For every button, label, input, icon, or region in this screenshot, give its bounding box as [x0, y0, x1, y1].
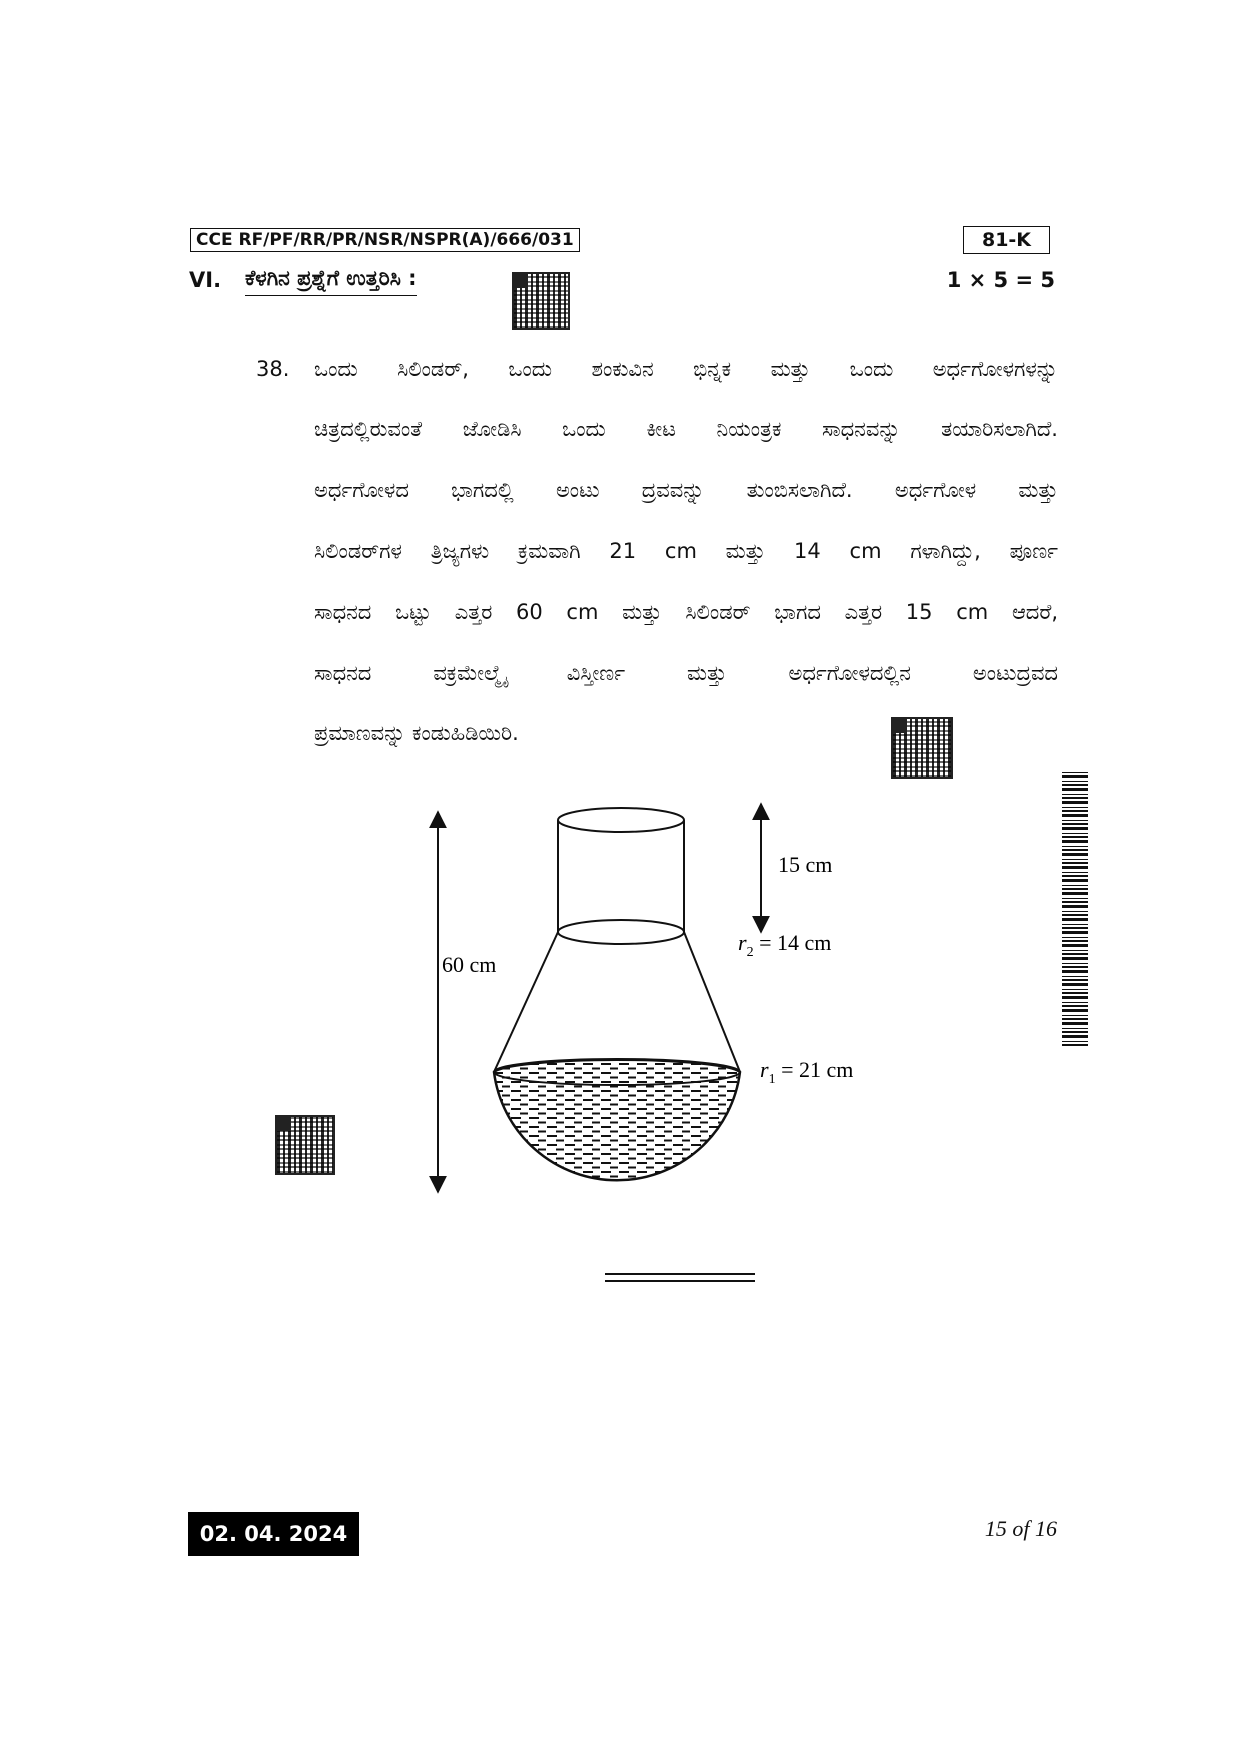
- question-line: ಸಿಲಿಂಡರ್‌ಗಳ ತ್ರಿಜ್ಯಗಳು ಕ್ರಮವಾಗಿ 21 cm ಮತ್ತು 14 cm ಗಳಾಗಿದ್ದು, ಪೂರ್ಣ: [314, 539, 1058, 563]
- section-title: ಕೆಳಗಿನ ಪ್ರಶ್ನೆಗೆ ಉತ್ತರಿಸಿ :: [245, 266, 417, 296]
- end-separator-line: [605, 1280, 755, 1282]
- question-paper-code: CCE RF/PF/RR/PR/NSR/NSPR(A)/666/031: [190, 228, 580, 252]
- qr-code-icon: [891, 717, 953, 779]
- end-separator-line: [605, 1273, 755, 1275]
- frustum: [494, 932, 740, 1072]
- question-line: ಚಿತ್ರದಲ್ಲಿರುವಂತೆ ಜೋಡಿಸಿ ಒಂದು ಕೀಟ ನಿಯಂತ್ರಕ ಸಾಧನವನ್ನು ತಯಾರಿಸಲಾಗಿದೆ.: [314, 417, 1058, 441]
- r1-symbol: r: [760, 1057, 769, 1082]
- exam-date: 02. 04. 2024: [188, 1512, 359, 1556]
- cylinder: [558, 808, 684, 944]
- qr-code-icon: [275, 1115, 335, 1175]
- question-line: ಒಂದು ಸಿಲಿಂಡರ್, ಒಂದು ಶಂಕುವಿನ ಭಿನ್ನಕ ಮತ್ತು ಒಂದು ಅರ್ಧಗೋಳಗಳನ್ನು: [314, 357, 1058, 381]
- r1-subscript: 1: [768, 1072, 776, 1087]
- insect-trap-diagram: [420, 800, 900, 1200]
- r2-symbol: r: [738, 930, 747, 955]
- r2-label: [738, 930, 831, 960]
- qr-code-icon: [512, 272, 570, 330]
- question-line: ಅರ್ಧಗೋಳದ ಭಾಗದಲ್ಲಿ ಅಂಟು ದ್ರವವನ್ನು ತುಂಬಿಸಲಾಗಿದೆ. ಅರ್ಧಗೋಳ ಮತ್ತು: [314, 478, 1058, 502]
- total-height-label: 60 cm: [442, 952, 497, 977]
- r2-subscript: 2: [746, 945, 754, 960]
- r2-value: = 14 cm: [753, 930, 832, 955]
- hemisphere-liquid: [494, 1060, 740, 1181]
- r1-value: = 21 cm: [775, 1057, 854, 1082]
- paper-code-badge: 81-K: [963, 226, 1050, 254]
- section-number: VI.: [189, 268, 222, 292]
- question-number: 38.: [256, 357, 290, 381]
- question-line: ಸಾಧನದ ವಕ್ರಮೇಲ್ಮೈ ವಿಸ್ತೀರ್ಣ ಮತ್ತು ಅರ್ಧಗೋಳದಲ್ಲಿನ ಅಂಟುದ್ರವದ: [314, 661, 1058, 685]
- question-line: ಪ್ರಮಾಣವನ್ನು ಕಂಡುಹಿಡಿಯಿರಿ.: [314, 721, 519, 745]
- r1-label: [760, 1057, 853, 1087]
- cylinder-height-label: 15 cm: [778, 852, 833, 877]
- question-line: ಸಾಧನದ ಒಟ್ಟು ಎತ್ತರ 60 cm ಮತ್ತು ಸಿಲಿಂಡರ್ ಭಾಗದ ಎತ್ತರ 15 cm ಆದರೆ,: [314, 600, 1058, 624]
- page-number: 15 of 16: [984, 1516, 1057, 1541]
- section-marks: 1 × 5 = 5: [946, 268, 1055, 292]
- barcode-icon: [1062, 772, 1088, 1046]
